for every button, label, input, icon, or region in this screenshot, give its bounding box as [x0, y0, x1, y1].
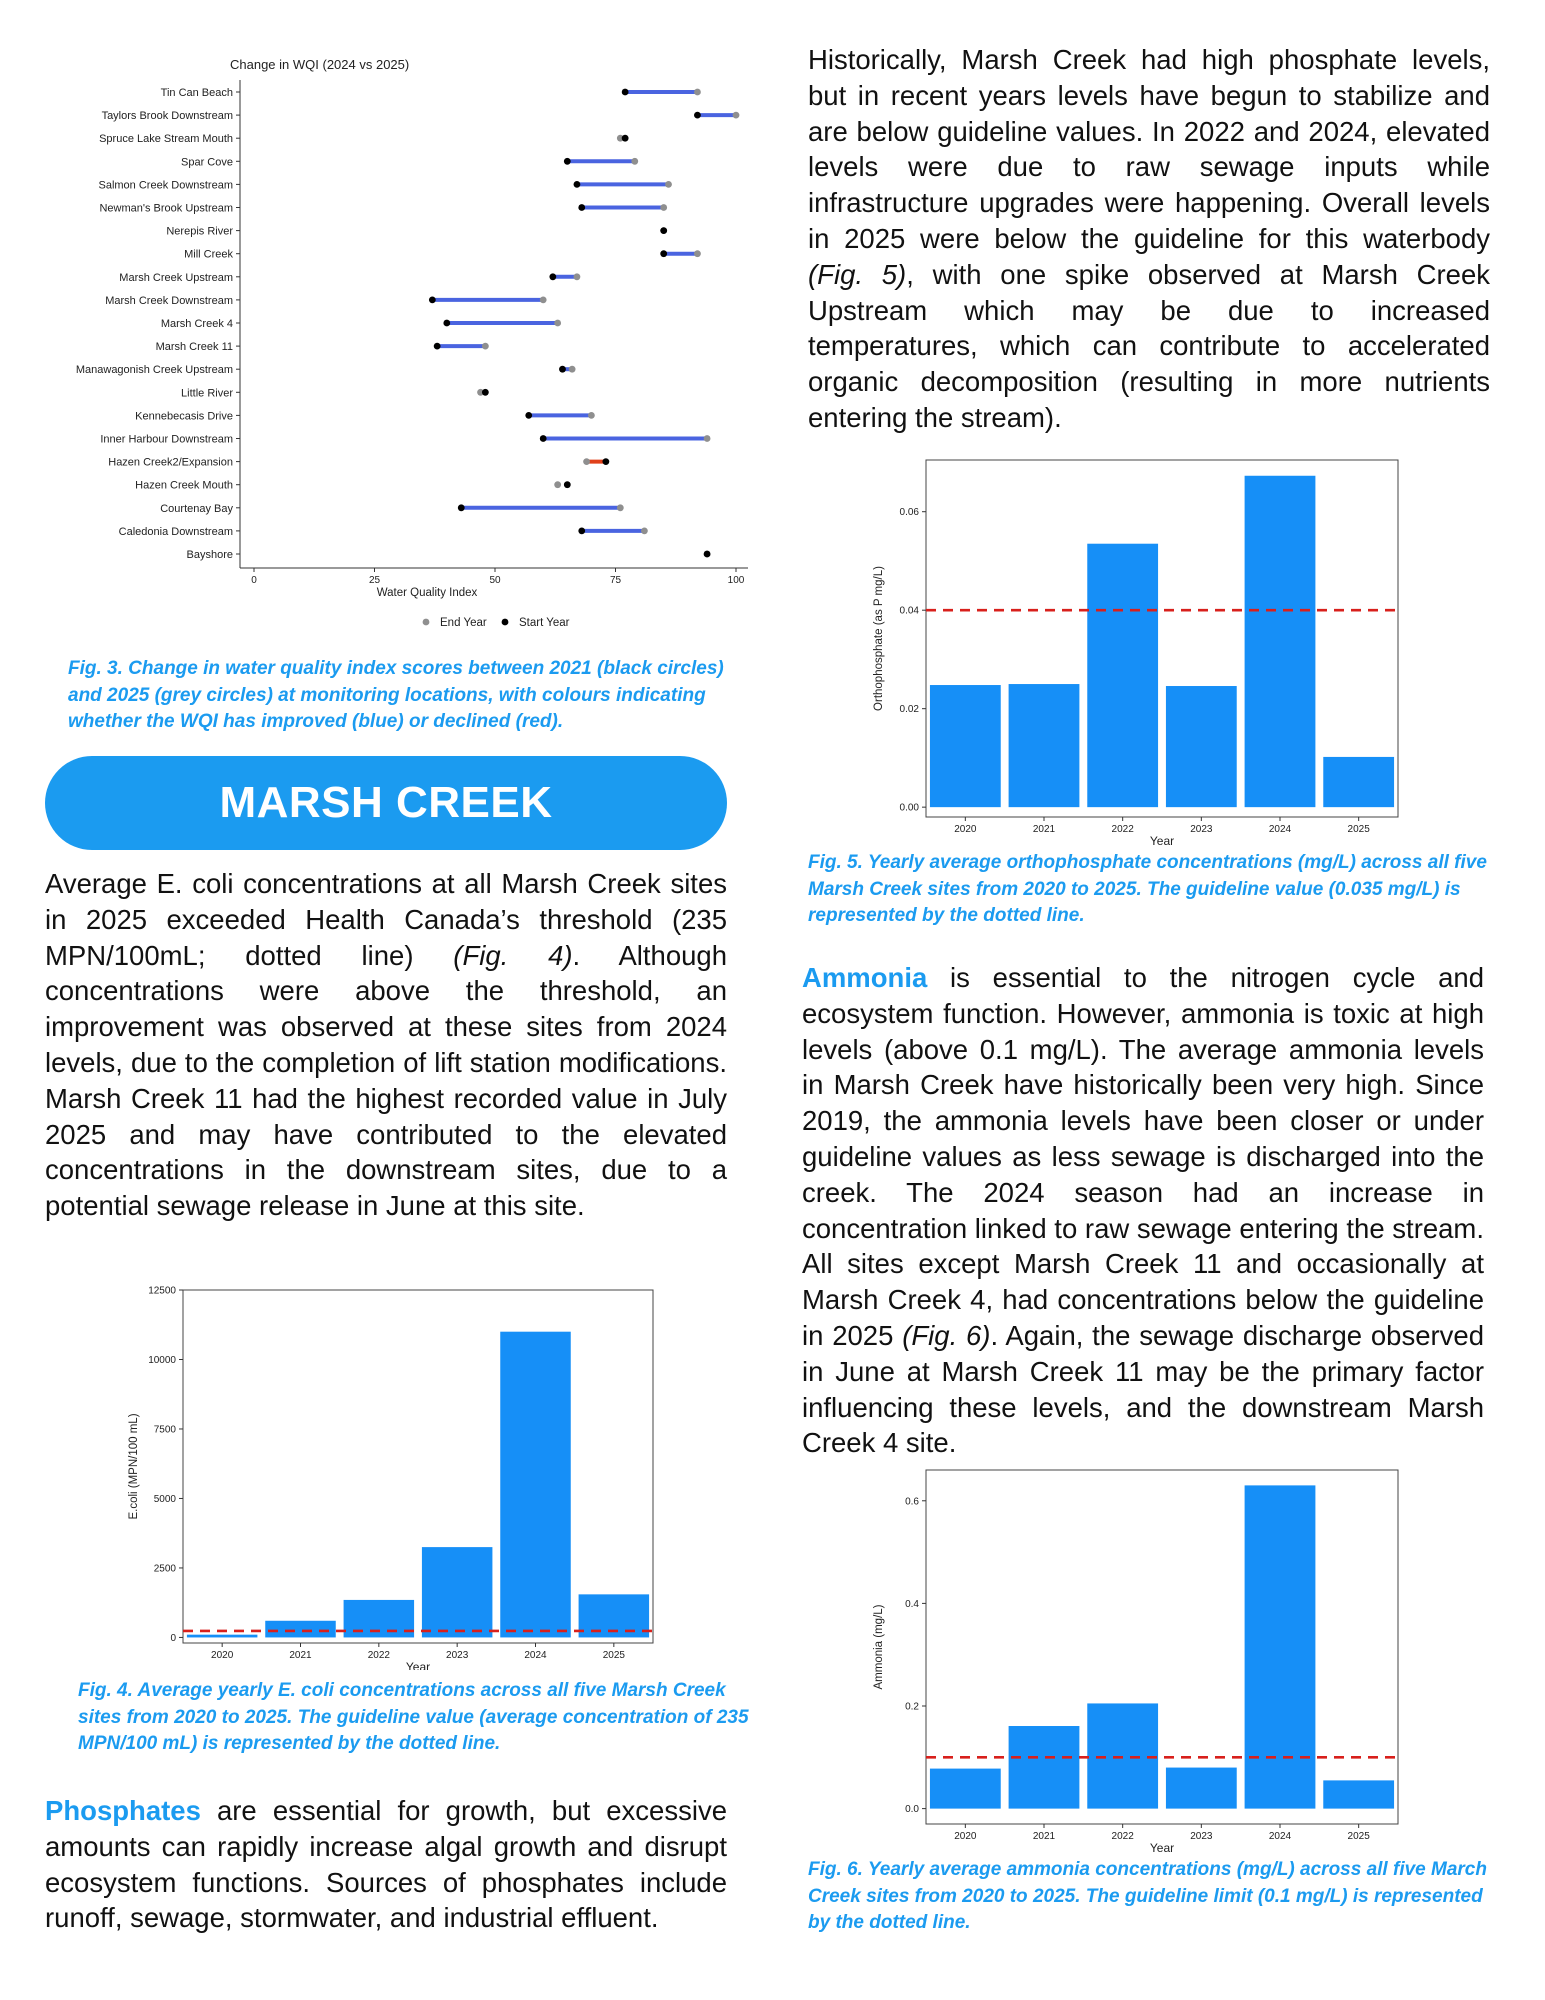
x-tick-label: 75 [609, 575, 622, 586]
x-tick-label: 2022 [367, 1650, 390, 1661]
site-label: Little River [181, 387, 233, 400]
end-year-point [588, 412, 595, 419]
end-year-point [583, 458, 590, 465]
bar-2024 [1245, 476, 1316, 807]
x-tick-label: 2022 [1111, 824, 1134, 835]
site-label: Hazen Creek2/Expansion [108, 456, 233, 469]
section-title: MARSH CREEK [219, 778, 553, 827]
start-year-point [694, 112, 701, 119]
legend-start-year-marker [502, 619, 509, 626]
fig5-caption: Fig. 5. Yearly average orthophosphate concentrations (mg/L) across all five Marsh Creek sites from 2020 to 2025. The guideline value (0.035 mg/L) is represented by the dotted line. [808, 852, 1487, 926]
legend-end-year-label: End Year [440, 617, 487, 629]
wqi-plot-area [76, 80, 748, 629]
x-tick-label: 2020 [211, 1650, 234, 1661]
bar-2021 [1009, 684, 1080, 807]
end-year-point [665, 181, 672, 188]
end-year-point [641, 528, 648, 535]
x-axis-label: Year [1149, 834, 1175, 848]
bar-2021 [265, 1621, 336, 1638]
end-year-point [631, 158, 638, 165]
phosphates-lead: Phosphates [45, 1795, 201, 1826]
y-tick-label: 10000 [148, 1354, 176, 1366]
site-label: Caledonia Downstream [118, 525, 233, 538]
x-axis-label: Water Quality Index [376, 587, 478, 599]
end-year-point [704, 435, 711, 442]
bar-2021 [1009, 1726, 1080, 1809]
section-title-banner [45, 756, 727, 850]
end-year-point [554, 481, 561, 488]
site-label: Tin Can Beach [160, 87, 233, 99]
legend-end-year-marker [423, 619, 430, 626]
start-year-point [578, 204, 585, 211]
start-year-point [704, 551, 711, 558]
ammonia-paragraph [802, 960, 1484, 1461]
ammonia-bar-chart [870, 1460, 1410, 1860]
site-label: Salmon Creek Downstream [98, 179, 233, 192]
y-tick-label: 0.06 [899, 507, 919, 519]
y-axis-label: E.coli (MPN/100 mL) [128, 1413, 140, 1520]
start-year-point [559, 366, 566, 373]
x-tick-label: 2021 [289, 1650, 312, 1661]
y-tick-label: 0.6 [905, 1496, 919, 1508]
bar-2020 [930, 685, 1001, 807]
site-label: Marsh Creek 4 [160, 318, 233, 330]
site-label: Spar Cove [181, 156, 233, 169]
end-year-point [617, 504, 624, 511]
x-tick-label: 2025 [1347, 824, 1370, 835]
x-tick-label: 2025 [602, 1650, 625, 1661]
site-label: Taylors Brook Downstream [101, 110, 233, 123]
site-label: Bayshore [186, 549, 233, 561]
start-year-point [540, 435, 547, 442]
x-tick-label: 2023 [1190, 1831, 1213, 1842]
start-year-point [578, 528, 585, 535]
site-label: Mill Creek [184, 248, 233, 261]
site-label: Marsh Creek Upstream [119, 271, 233, 284]
start-year-point [660, 250, 667, 257]
y-tick-label: 0.04 [899, 605, 919, 617]
start-year-point [458, 504, 465, 511]
site-label: Kennebecasis Drive [135, 410, 233, 423]
y-tick-label: 0.02 [899, 704, 919, 716]
start-year-point [564, 481, 571, 488]
y-tick-label: 0 [170, 1632, 176, 1644]
end-year-point [574, 273, 581, 280]
site-label: Inner Harbour Downstream [100, 433, 233, 446]
figure-reference: (Fig. 5) [808, 258, 907, 290]
x-tick-label: 2023 [446, 1650, 469, 1661]
start-year-point [622, 89, 629, 96]
x-tick-label: 2020 [954, 1831, 977, 1842]
end-year-point [554, 320, 561, 327]
site-label: Courtenay Bay [160, 502, 233, 515]
x-tick-label: 2025 [1347, 1831, 1370, 1842]
bar-2023 [1166, 686, 1237, 807]
site-label: Manawagonish Creek Upstream [75, 364, 233, 377]
bar-2024 [500, 1332, 571, 1638]
x-tick-label: 50 [489, 575, 501, 586]
wqi-chart-title: Change in WQI (2024 vs 2025) [230, 57, 410, 72]
x-tick-label: 2020 [954, 824, 977, 835]
plot-frame [183, 1290, 653, 1643]
wqi-change-chart [30, 50, 760, 650]
fig6-caption: Fig. 6. Yearly average ammonia concentrations (mg/L) across all five March Creek sites from 2020 to 2025. The guideline limit (0.1 mg/L) is represented by the dotted line. [808, 1859, 1487, 1933]
y-tick-label: 0.00 [899, 802, 919, 814]
x-axis-label: Year [1149, 1841, 1175, 1855]
legend-start-year-label: Start Year [519, 617, 570, 629]
phosphates-paragraph [45, 1793, 727, 1936]
x-tick-label: 2024 [1268, 1831, 1292, 1842]
ecoli-paragraph: Average E. coli concentrations at all Marsh Creek sites in 2025 exceeded Health Canada’s threshold (235 MPN/100mL; dotted line) (Fig. 4). Although concentrations were above the threshold, an improvement was observed at these sites from 2024 levels, due to the completion of lift station modifications. Marsh Creek 11 had the highest recorded value in July 2025 and may have contributed to the elevated concentrations in the downstream sites, due to a potential sewage release in June at this site. [45, 868, 728, 1222]
x-tick-label: 25 [368, 575, 381, 586]
bar-2022 [1087, 544, 1158, 807]
bar-2025 [1323, 1780, 1394, 1808]
start-year-point [434, 343, 441, 350]
start-year-point [482, 389, 489, 396]
bar-2020 [930, 1769, 1001, 1809]
x-tick-label: 100 [727, 575, 745, 586]
start-year-point [525, 412, 532, 419]
start-year-point [549, 273, 556, 280]
bar-2025 [1323, 757, 1394, 807]
site-label: Marsh Creek 11 [155, 341, 233, 354]
figure-reference: (Fig. 4) [453, 939, 573, 971]
x-axis-label: Year [405, 1660, 431, 1670]
y-tick-label: 5000 [153, 1493, 176, 1505]
y-axis-label: Ammonia (mg/L) [873, 1604, 885, 1690]
site-label: Nerepis River [166, 225, 233, 238]
x-tick-label: 2023 [1190, 824, 1213, 835]
x-tick-label: 2022 [1111, 1831, 1134, 1842]
fig3-caption: Fig. 3. Change in water quality index scores between 2021 (black circles) and 2025 (grey circles) at monitoring locations, with colours indicating whether the WQI has improved (blue) or declined (red). [68, 658, 724, 732]
x-tick-label: 2021 [1032, 1831, 1056, 1842]
start-year-point [574, 181, 581, 188]
site-label: Hazen Creek Mouth [135, 479, 233, 492]
y-tick-label: 0.0 [905, 1804, 919, 1816]
end-year-point [660, 204, 667, 211]
figure-reference: (Fig. 6) [902, 1319, 991, 1351]
start-year-point [564, 158, 571, 165]
end-year-point [569, 366, 576, 373]
x-tick-label: 0 [251, 575, 257, 586]
y-tick-label: 2500 [153, 1563, 176, 1575]
y-tick-label: 7500 [153, 1424, 176, 1436]
start-year-point [602, 458, 609, 465]
bar-2020 [187, 1635, 258, 1638]
start-year-point [429, 297, 436, 304]
ammonia-text: is essential to the nitrogen cycle and ecosystem function. However, ammonia is toxic at high levels (above 0.1 mg/L). The average ammonia levels in Marsh Creek have historically been very high. Since 2019, the ammonia levels have been closer or under guideline values as less sewage is discharged into the creek. The 2024 season had an increase in concentration linked to raw sewage entering the stream. All sites except Marsh Creek 11 and occasionally at Marsh Creek 4, had concentrations below the guideline in 2025 (Fig. 6). Again, the sewage discharge observed in June at Marsh Creek 11 may be the primary factor influencing these levels, and the downstream Marsh Creek 4 site. [802, 962, 1484, 1459]
site-label: Newman's Brook Upstream [99, 202, 233, 215]
start-year-point [622, 135, 629, 142]
start-year-point [660, 227, 667, 234]
y-tick-label: 12500 [148, 1285, 176, 1297]
end-year-point [694, 89, 701, 96]
bar-2024 [1245, 1485, 1316, 1808]
site-label: Spruce Lake Stream Mouth [99, 133, 233, 146]
bar-2023 [1166, 1768, 1237, 1809]
x-tick-label: 2024 [524, 1650, 547, 1661]
end-year-point [540, 297, 547, 304]
x-tick-label: 2021 [1032, 824, 1056, 835]
phosphate-history-paragraph: Historically, Marsh Creek had high phosphate levels, but in recent years levels have begun to stabilize and are below guideline values. In 2022 and 2024, elevated levels were due to raw sewage inputs while infrastructure upgrades were happening. Overall levels in 2025 were below the guideline for this waterbody (Fig. 5), with one spike observed at Marsh Creek Upstream which may be due to increased temperatures, which can contribute to accelerated organic decomposition (resulting in more nutrients entering the stream). [808, 44, 1490, 433]
x-tick-label: 2024 [1268, 824, 1292, 835]
y-axis-label: Orthophosphate (as P mg/L) [873, 566, 885, 711]
y-tick-label: 0.4 [905, 1598, 919, 1610]
end-year-point [733, 112, 740, 119]
y-tick-label: 0.2 [905, 1701, 919, 1713]
orthophosphate-bar-chart [870, 452, 1410, 852]
fig4-caption: Fig. 4. Average yearly E. coli concentrations across all five Marsh Creek sites from 2020 to 2025. The guideline value (average concentration of 235 MPN/100 mL) is represented by the dotted line. [78, 1680, 749, 1754]
phosphates-text: are essential for growth, but excessive amounts can rapidly increase algal growth and disrupt ecosystem functions. Sources of phosphates include runoff, sewage, stormwater, and industrial effluent. [45, 1795, 727, 1934]
end-year-point [694, 250, 701, 257]
start-year-point [443, 320, 450, 327]
ecoli-bar-chart [125, 1280, 665, 1670]
bar-2023 [422, 1547, 493, 1637]
site-label: Marsh Creek Downstream [105, 294, 233, 307]
ammonia-lead: Ammonia [802, 962, 928, 993]
end-year-point [482, 343, 489, 350]
